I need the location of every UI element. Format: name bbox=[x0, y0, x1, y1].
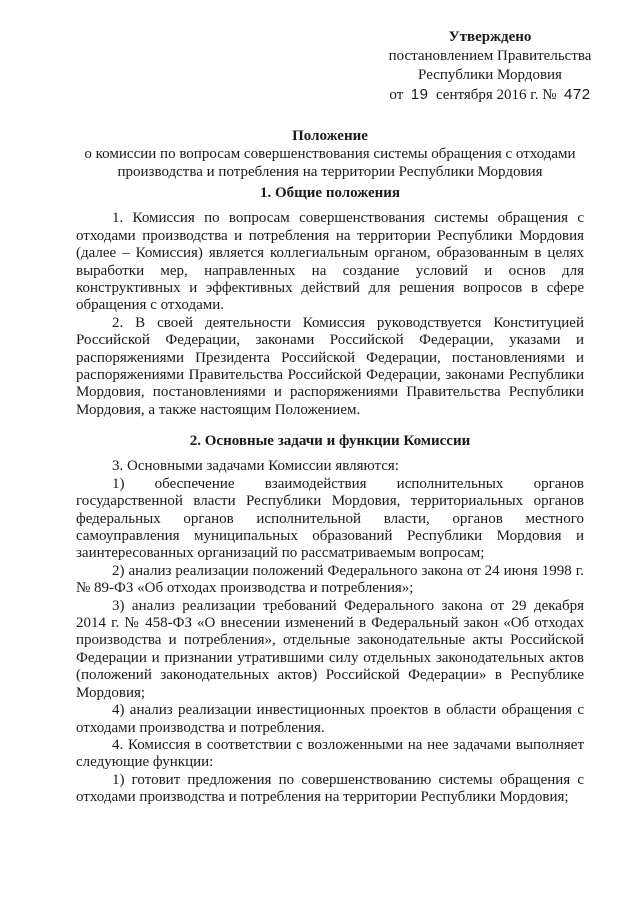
paragraph-4-item-1: 1) готовит предложения по совершенствованию системы обращения с отходами производства и потребления на территории Республики Мордовия; bbox=[76, 771, 584, 806]
approval-date-prefix: от bbox=[389, 87, 404, 103]
paragraph-3-item-3: 3) анализ реализации требований Федерального закона от 29 декабря 2014 г. № 458-ФЗ «О внесении изменений в Федеральный закон «Об отходах производства и потребления», отдельные законодательные акты Российской Федерации и признании утратившими силу отдельных законодательных актов (положений законодательных актов) Российской Федерации» в Республике Мордовия; bbox=[76, 597, 584, 701]
paragraph-3-item-2: 2) анализ реализации положений Федерального закона от 24 июня 1998 г. № 89-ФЗ «Об отходах производства и потребления»; bbox=[76, 562, 584, 597]
document-subtitle-line-2: производства и потребления на территории Республики Мордовия bbox=[117, 164, 543, 180]
approval-date bbox=[360, 85, 620, 105]
approval-title: Утверждено bbox=[448, 29, 532, 45]
document-title-block bbox=[60, 127, 600, 181]
paragraph-3: 3. Основными задачами Комиссии являются: bbox=[112, 458, 399, 475]
approval-line-1: постановлением Правительства bbox=[388, 48, 592, 64]
section-heading: 2. Основные задачи и функции Комиссии bbox=[189, 433, 471, 449]
section-heading: 1. Общие положения bbox=[259, 185, 401, 201]
approval-number: 472 bbox=[564, 86, 591, 103]
paragraph-3-item-1: 1) обеспечение взаимодействия исполнительных органов государственной власти Республики Мордовия, территориальных органов федеральных органов исполнительной власти, органов местного самоуправления муниципальных образований Республики Мордовия и заинтересованных организаций по рассматриваемым вопросам; bbox=[76, 475, 584, 562]
approval-date-middle: сентября 2016 г. № bbox=[435, 87, 557, 103]
approval-day: 19 bbox=[410, 86, 429, 103]
document-title: Положение bbox=[292, 128, 368, 144]
approval-stamp bbox=[360, 28, 620, 105]
paragraph-4: 4. Комиссия в соответствии с возложенными на нее задачами выполняет следующие функции: bbox=[76, 736, 584, 771]
paragraph-2: 2. В своей деятельности Комиссия руководствуется Конституцией Российской Федерации, законами Российской Федерации, указами и распоряжениями Президента Российской Федерации, постановлениями и распоряжениями Правительства Российской Федерации, законами Республики Мордовия, постановлениями и распоряжениями Правительства Республики Мордовия, а также настоящим Положением. bbox=[76, 314, 584, 418]
section-tasks bbox=[76, 433, 584, 807]
document-subtitle-line-1: о комиссии по вопросам совершенствования системы обращения с отходами bbox=[84, 146, 576, 162]
paragraph-3-item-4: 4) анализ реализации инвестиционных проектов в области обращения с отходами производства и потребления. bbox=[76, 702, 584, 736]
approval-line-2: Республики Мордовия bbox=[418, 67, 562, 83]
paragraph-1: 1. Комиссия по вопросам совершенствования системы обращения с отходами производства и потребления на территории Республики Мордовия (далее – Комиссия) является коллегиальным органом, образованным в целях выработки мер, направленных на создание условий и основ для конструктивных и эффективных действий для решения вопросов в сфере обращения с отходами. bbox=[76, 210, 584, 314]
section-general bbox=[76, 185, 584, 419]
